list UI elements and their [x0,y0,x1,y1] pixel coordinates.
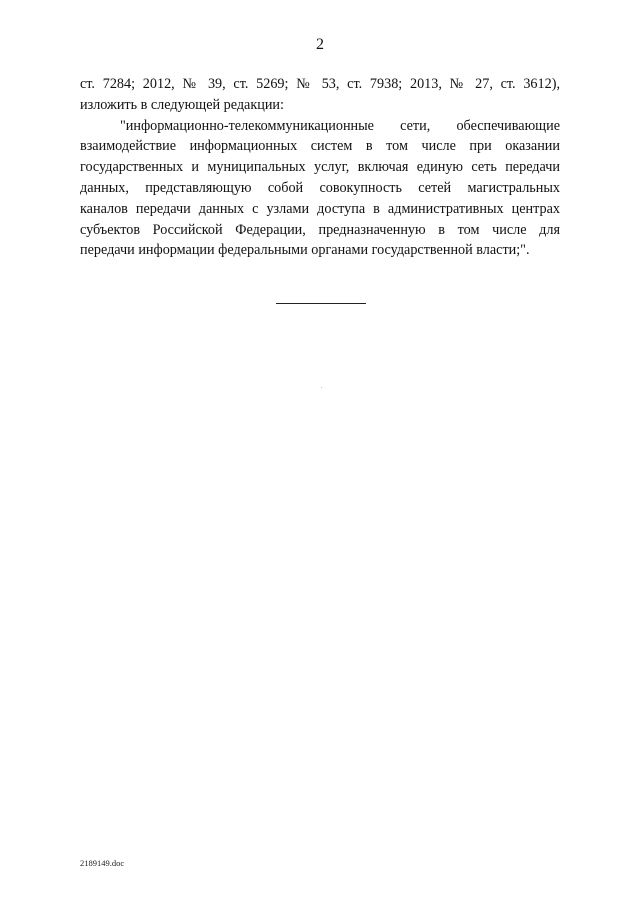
body-line-2: изложить в следующей редакции: [80,96,284,113]
scan-speck [321,387,322,388]
quote-line-2: взаимодействие информационных систем в том числе при оказании [80,138,560,155]
quote-line-4: данных, представляющую собой совокупность сетей магистральных [80,179,560,196]
document-code: 2189149.doc [80,858,125,868]
end-separator-line [276,303,366,304]
quote-line-5: каналов передачи данных с узлами доступа в административных центрах [80,200,560,217]
quote-line-3: государственных и муниципальных услуг, включая единую сеть передачи [80,159,560,176]
page-number: 2 [316,36,324,53]
quote-line-6: субъектов Российской Федерации, предназначенную в том числе для [80,221,560,238]
quote-line-1: "информационно-телекоммуникационные сети, обеспечивающие [120,117,560,134]
document-body [80,74,560,261]
quote-line-7: передачи информации федеральными органами государственной власти;". [80,242,530,259]
body-line-1: ст. 7284; 2012, № 39, ст. 5269; № 53, ст. 7938; 2013, № 27, ст. 3612), [80,76,560,92]
